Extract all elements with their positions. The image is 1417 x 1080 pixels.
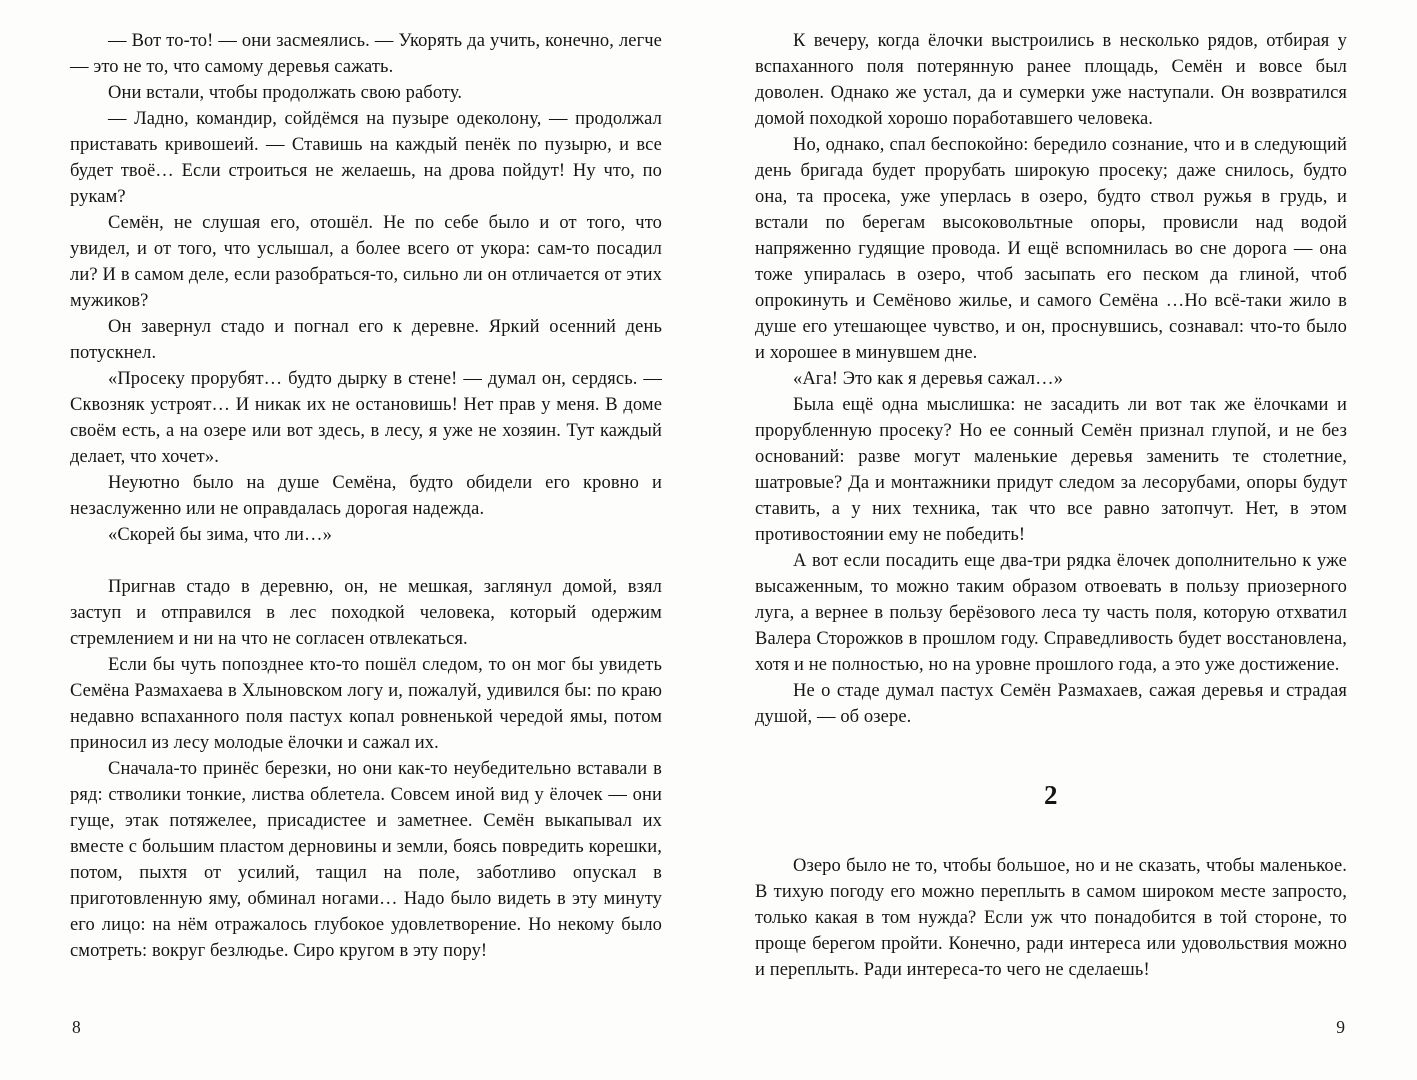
page-left [70,0,662,1080]
paragraph: А вот если посадить еще два-три рядка ёлочек дополнительно к уже высаженным, то можно таким образом отвоевать в пользу приозерного луга, а вернее в пользу берёзового леса ту часть поля, которую отхватил Валера Сторожков в прошлом году. Справедливость будет восстановлена, хотя и не полностью, но на уровне прошлого года, а это уже достижение. [755,551,1347,675]
paragraph: «Скорей бы зима, что ли…» [108,525,332,545]
paragraph: Озеро было не то, чтобы большое, но и не сказать, чтобы маленькое. В тихую погоду его можно переплыть в самом широком месте запросто, только какая в том нужда? Если уж что понадобится в той стороне, то проще берегом пройти. Конечно, ради интереса или удовольствия можно и переплыть. Ради интереса-то чего не сделаешь! [755,856,1347,980]
paragraph: Сначала-то принёс березки, но они как-то неубедительно вставали в ряд: стволики тонкие, листва облетела. Совсем иной вид у ёлочек — они гуще, этак потяжелее, присадистее и заметнее. Семён выкапывал их вместе с большим пластом дерновины и земли, боясь повредить корешки, потом, пыхтя от усилий, тащил на поле, заботливо опускал в приготовленную яму, обминал ногами… Надо было видеть в эту минуту его лицо: на нём отражалось глубокое удовлетворение. Но некому было смотреть: вокруг безлюдье. Сиро кругом в эту пору! [70,759,662,961]
paragraph: «Просеку прорубят… будто дырку в стене! — думал он, сердясь. — Сквозняк устроят… И никак их не остановишь! Нет прав у меня. В доме своём есть, а на озере или вот здесь, в лесу, я уже не хозяин. Тут каждый делает, что хочет». [70,369,662,467]
page-right [755,0,1347,1080]
paragraph: Неуютно было на душе Семёна, будто обидели его кровно и незаслуженно или не оправдалась дорогая надежда. [70,473,662,519]
paragraph: Если бы чуть попозднее кто-то пошёл следом, то он мог бы увидеть Семёна Размахаева в Хлыновском логу и, пожалуй, удивился бы: по краю недавно вспаханного поля пастух копал ровненькой чередой ямы, потом приносил из лесу молодые ёлочки и сажал их. [70,655,662,753]
paragraph: Пригнав стадо в деревню, он, не мешкая, заглянул домой, взял заступ и отправился в лес походкой человека, который одержим стремлением и ни на что не согласен отвлекаться. [70,577,662,649]
paragraph: Но, однако, спал беспокойно: бередило сознание, что и в следующий день бригада будет прорубать широкую просеку; даже снилось, будто она, та просека, уже уперлась в озеро, будто ствол ружья в грудь, и встали по берегам высоковольтные опоры, провисли над водой напряженно гудящие провода. И ещё вспомнилась во сне дорога — она тоже упиралась в озеро, чтоб засыпать его песком да глиной, чтоб опрокинуть и Семёново жилье, и самого Семёна …Но всё-таки жило в душе его утешающее чувство, и он, проснувшись, сознавал: что-то было и хорошее в минувшем дне. [755,135,1347,363]
paragraph: К вечеру, когда ёлочки выстроились в несколько рядов, отбирая у вспаханного поля потерянную ранее площадь, Семён и вовсе был доволен. Однако же устал, да и сумерки уже наступали. Он возвратился домой походкой хорошо поработавшего человека. [755,31,1347,129]
paragraph: Была ещё одна мыслишка: не засадить ли вот так же ёлочками и прорубленную просеку? Но ее сонный Семён признал глупой, и не без оснований: разве могут маленькие деревья заменить те столетние, шатровые? Да и монтажники придут следом за лесорубами, опоры будут ставить, а у них техника, так что все равно затопчут. Нет, в этом противостоянии ему не победить! [755,395,1347,545]
section-heading: 2 [1044,780,1058,810]
page-right-text [755,28,1347,983]
paragraph: — Вот то-то! — они засмеялись. — Укорять да учить, конечно, легче — это не то, что самому деревья сажать. [70,31,662,77]
paragraph: Он завернул стадо и погнал его к деревне. Яркий осенний день потускнел. [70,317,662,363]
page-number-right: 9 [1336,1017,1345,1037]
paragraph: — Ладно, командир, сойдёмся на пузыре одеколону, — продолжал приставать кривошеий. — Ставишь на каждый пенёк по пузырю, и все будет твоё… Если строиться не желаешь, на дрова пойдут! Ну что, по рукам? [70,109,662,207]
paragraph: Не о стаде думал пастух Семён Размахаев, сажая деревья и страдая душой, — об озере. [755,681,1347,727]
paragraph: Семён, не слушая его, отошёл. Не по себе было и от того, что увидел, и от того, что услышал, а более всего от укора: сам-то посадил ли? И в самом деле, если разобраться-то, сильно ли он отличается от этих мужиков? [70,213,662,311]
paragraph: Они встали, чтобы продолжать свою работу. [108,83,463,103]
page-left-text [70,28,662,964]
page-number-left: 8 [72,1017,81,1037]
paragraph: «Ага! Это как я деревья сажал…» [793,369,1064,389]
